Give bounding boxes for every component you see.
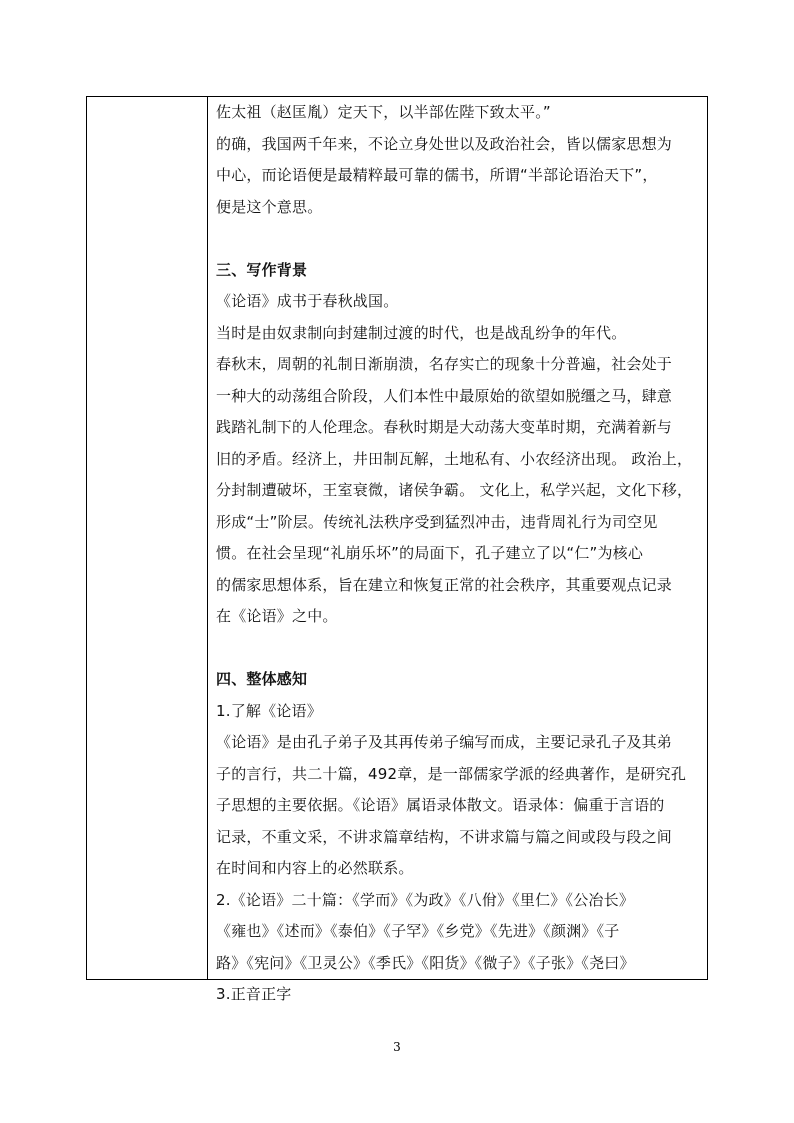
text-line: 分封制遭破坏，王室衰微，诸侯争霸。 文化上，私学兴起，文化下移，	[216, 481, 693, 499]
column-divider	[207, 97, 208, 979]
text-line: 中心，而论语便是最精粹最可靠的儒书，所谓“半部论语治天下”，	[216, 166, 658, 184]
page-number: 3	[393, 1040, 401, 1054]
text-line: 一种大的动荡组合阶段，人们本性中最原始的欲望如脱缰之马，肆意	[216, 386, 673, 405]
content-table	[86, 96, 708, 1003]
text-line: 1.了解《论语》	[216, 701, 322, 720]
text-line: 的儒家思想体系，旨在建立和恢复正常的社会秩序，其重要观点记录	[216, 575, 673, 594]
text-line: 的确，我国两千年来，不论立身处世以及政治社会，皆以儒家思想为	[216, 134, 673, 153]
text-line: 路》《宪问》《卫灵公》《季氏》《阳货》《微子》《子张》《尧曰》	[216, 953, 635, 972]
text-line: 记录，不重文采，不讲求篇章结构，不讲求篇与篇之间或段与段之间	[216, 827, 673, 846]
text-line: 便是这个意思。	[216, 197, 323, 216]
text-line: 佐太祖（赵匡胤）定天下，以半部佐陛下致太平。”	[216, 103, 551, 121]
text-line: 在《论语》之中。	[216, 607, 338, 625]
text-line: 践踏礼制下的人伦理念。春秋时期是大动荡大变革时期，充满着新与	[216, 418, 673, 436]
blank-line	[216, 223, 703, 255]
text-line: 《论语》是由孔子弟子及其再传弟子编写而成，主要记录孔子及其弟	[216, 733, 673, 751]
text-line: 在时间和内容上的必然联系。	[216, 859, 414, 877]
right-cell-content	[216, 97, 703, 1011]
blank-line	[216, 633, 703, 665]
text-line: 旧的矛盾。经济上，井田制瓦解，土地私有、小农经济出现。 政治上，	[216, 449, 693, 468]
text-line: 形成“士”阶层。传统礼法秩序受到猛烈冲击，违背周礼行为司空见	[216, 512, 658, 531]
text-line: 2.《论语》二十篇：《学而》《为政》《八佾》《里仁》《公冶长》	[216, 890, 635, 909]
text-line: 春秋末，周朝的礼制日渐崩溃，名存实亡的现象十分普遍，社会处于	[216, 355, 673, 373]
text-line: 《雍也》《述而》《泰伯》《子罕》《乡党》《先进》《颜渊》《子	[216, 922, 620, 940]
text-line: 子思想的主要依据。《论语》属语录体散文。语录体：偏重于言语的	[216, 796, 665, 814]
section-heading-writing-background: 三、写作背景	[216, 260, 308, 279]
text-line: 3.正音正字	[216, 985, 292, 1003]
text-line: 惯。在社会呈现“礼崩乐坏”的局面下，孔子建立了以“仁”为核心	[216, 544, 644, 562]
text-line: 《论语》成书于春秋战国。	[216, 292, 399, 310]
section-heading-overall-perception: 四、整体感知	[216, 670, 308, 688]
text-line: 当时是由奴隶制向封建制过渡的时代，也是战乱纷争的年代。	[216, 323, 627, 342]
text-line: 子的言行，共二十篇，492章，是一部儒家学派的经典著作，是研究孔	[216, 764, 687, 783]
